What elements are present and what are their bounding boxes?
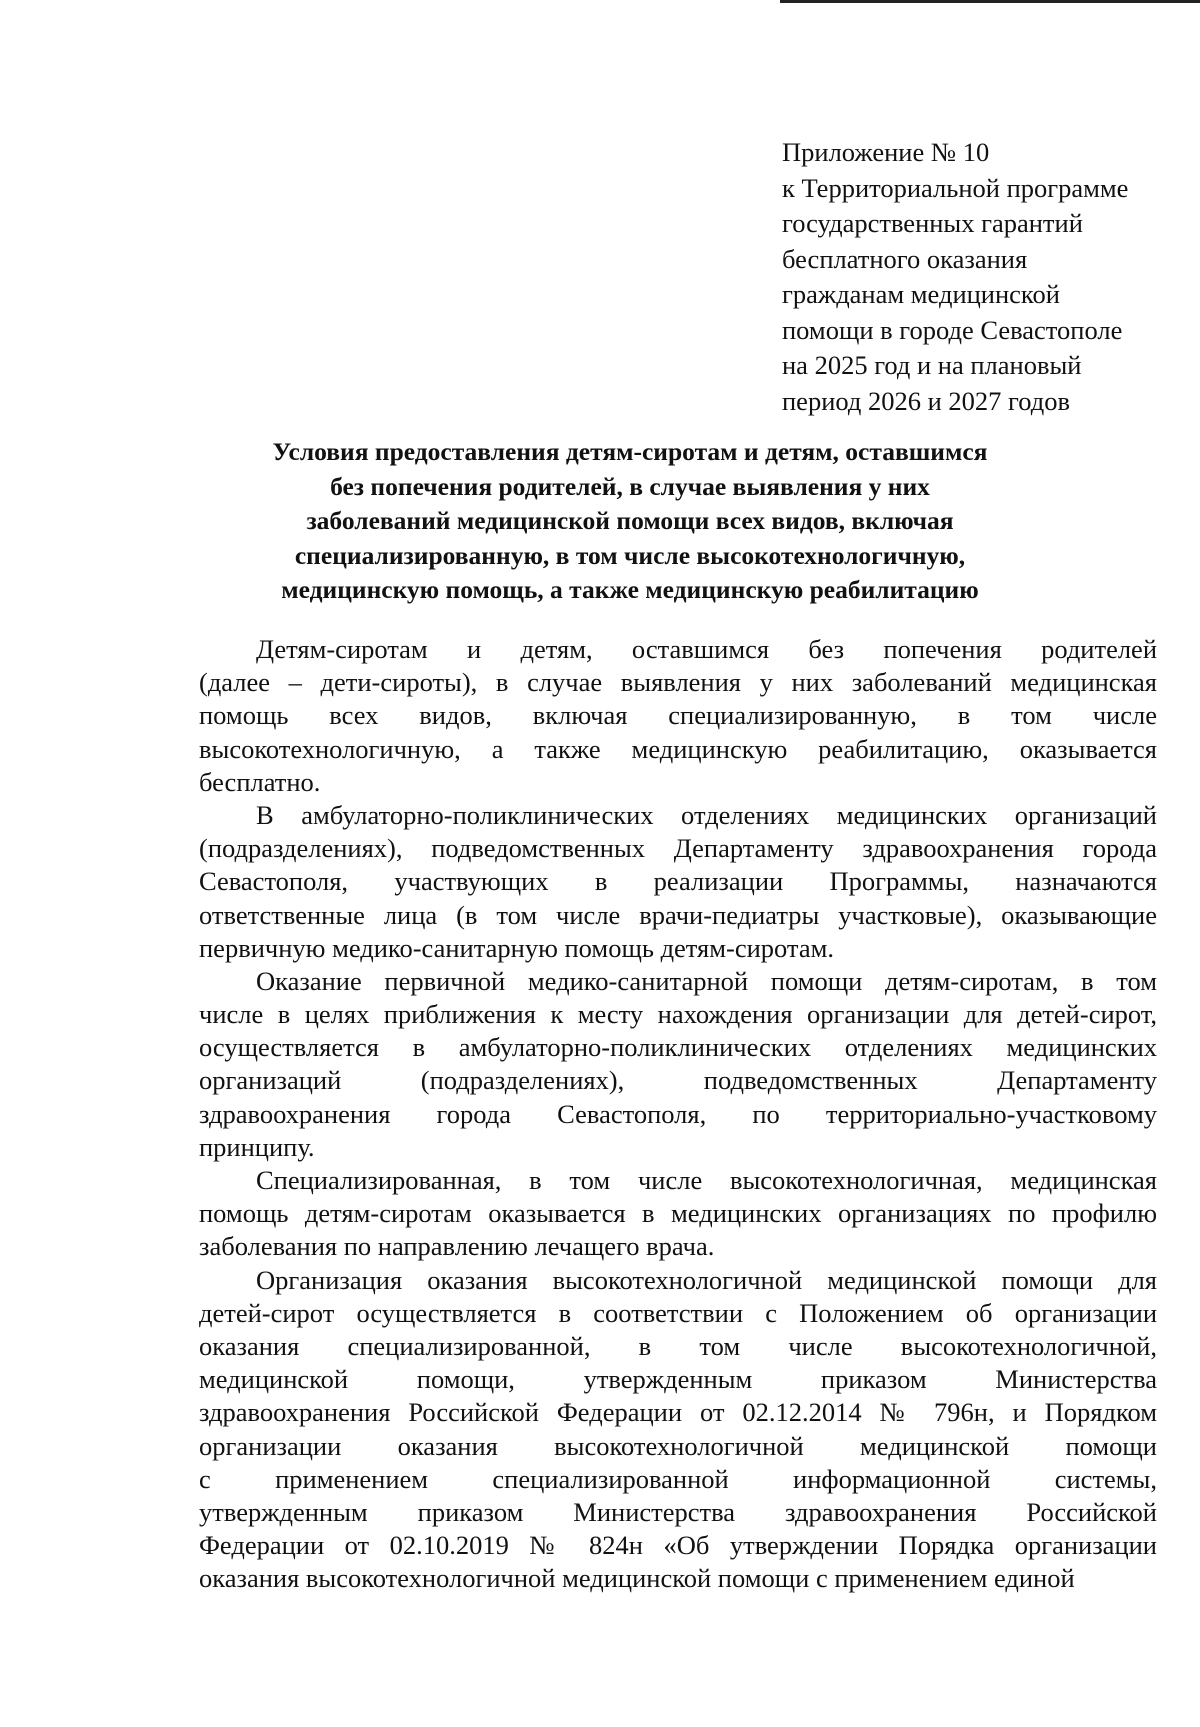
appendix-line: бесплатного оказания xyxy=(782,243,1028,274)
paragraph-line: помощь детям-сиротам оказывается в медицинских организациях по профилю xyxy=(199,1198,1157,1229)
paragraph-line: принципу. xyxy=(199,1131,315,1162)
paragraph-line: здравоохранения Российской Федерации от 02.12.2014 № 796н, и Порядком xyxy=(199,1397,1157,1428)
paragraph-line: утвержденным приказом Министерства здравоохранения Российской xyxy=(199,1496,1157,1527)
document-title xyxy=(200,435,1060,608)
paragraph-line: Федерации от 02.10.2019 № 824н «Об утверждении Порядка организации xyxy=(199,1530,1157,1561)
paragraph-line: помощь всех видов, включая специализированную, в том числе xyxy=(199,700,1157,731)
appendix-line: гражданам медицинской xyxy=(782,279,1060,309)
paragraph-line: (далее – дети-сироты), в случае выявления у них заболеваний медицинская xyxy=(199,667,1157,698)
appendix-line: помощи в городе Севастополе xyxy=(782,314,1123,345)
paragraph-line: осуществляется в амбулаторно-поликлинических отделениях медицинских xyxy=(199,1032,1157,1063)
paragraph xyxy=(199,633,1157,799)
paragraph-line: с применением специализированной информационной системы, xyxy=(199,1463,1157,1494)
appendix-line: период 2026 и 2027 годов xyxy=(782,385,1070,416)
paragraph-line: ответственные лица (в том числе врачи-педиатры участковые), оказывающие xyxy=(199,899,1157,930)
paragraph-line: медицинской помощи, утвержденным приказом Министерства xyxy=(199,1364,1157,1395)
paragraph-line: организации оказания высокотехнологичной медицинской помощи xyxy=(199,1430,1157,1461)
paragraph-line: Специализированная, в том числе высокотехнологичная, медицинская xyxy=(256,1165,1157,1195)
paragraph-line: оказания специализированной, в том числе высокотехнологичной, xyxy=(199,1330,1157,1361)
scan-edge-line xyxy=(780,0,1200,3)
paragraph-line: заболевания по направлению лечащего врача. xyxy=(199,1231,715,1262)
title-line: Условия предоставления детям-сиротам и детям, оставшимся xyxy=(272,437,988,466)
paragraph xyxy=(199,1164,1157,1264)
appendix-header xyxy=(782,135,1182,419)
paragraph-line: (подразделениях), подведомственных Департаменту здравоохранения города xyxy=(199,833,1157,864)
document-body xyxy=(199,633,1157,1595)
title-line: специализированную, в том числе высокотехнологичную, xyxy=(294,540,966,570)
paragraph-line: оказания высокотехнологичной медицинской помощи с применением единой xyxy=(199,1563,1075,1594)
paragraph-line: организаций (подразделениях), подведомственных Департаменту xyxy=(199,1065,1157,1096)
paragraph-line: В амбулаторно-поликлинических отделениях медицинских организаций xyxy=(256,799,1157,830)
appendix-line: Приложение № 10 xyxy=(782,137,990,167)
title-line: без попечения родителей, в случае выявления у них xyxy=(330,471,930,501)
appendix-line: к Территориальной программе xyxy=(782,172,1129,203)
paragraph-line: Организация оказания высокотехнологичной медицинской помощи для xyxy=(256,1264,1157,1295)
paragraph xyxy=(199,1264,1157,1596)
appendix-line: государственных гарантий xyxy=(782,208,1083,238)
appendix-line: на 2025 год и на плановый xyxy=(782,350,1082,380)
paragraph-line: Оказание первичной медико-санитарной помощи детям-сиротам, в том xyxy=(256,965,1157,996)
paragraph xyxy=(199,965,1157,1164)
paragraph-line: первичную медико-санитарную помощь детям-сиротам. xyxy=(199,932,834,963)
paragraph-line: бесплатно. xyxy=(199,766,321,797)
paragraph-line: здравоохранения города Севастополя, по территориально-участковому xyxy=(199,1098,1157,1129)
paragraph-line: детей-сирот осуществляется в соответствии с Положением об организации xyxy=(199,1297,1157,1328)
paragraph-line: высокотехнологичную, а также медицинскую реабилитацию, оказывается xyxy=(199,733,1157,764)
paragraph-line: Севастополя, участвующих в реализации Программы, назначаются xyxy=(199,866,1157,897)
paragraph xyxy=(199,799,1157,965)
paragraph-line: Детям-сиротам и детям, оставшимся без попечения родителей xyxy=(256,634,1157,664)
paragraph-line: числе в целях приближения к месту нахождения организации для детей-сирот, xyxy=(199,999,1157,1030)
title-line: заболеваний медицинской помощи всех видов, включая xyxy=(306,506,954,535)
title-line: медицинскую помощь, а также медицинскую реабилитацию xyxy=(281,575,979,604)
